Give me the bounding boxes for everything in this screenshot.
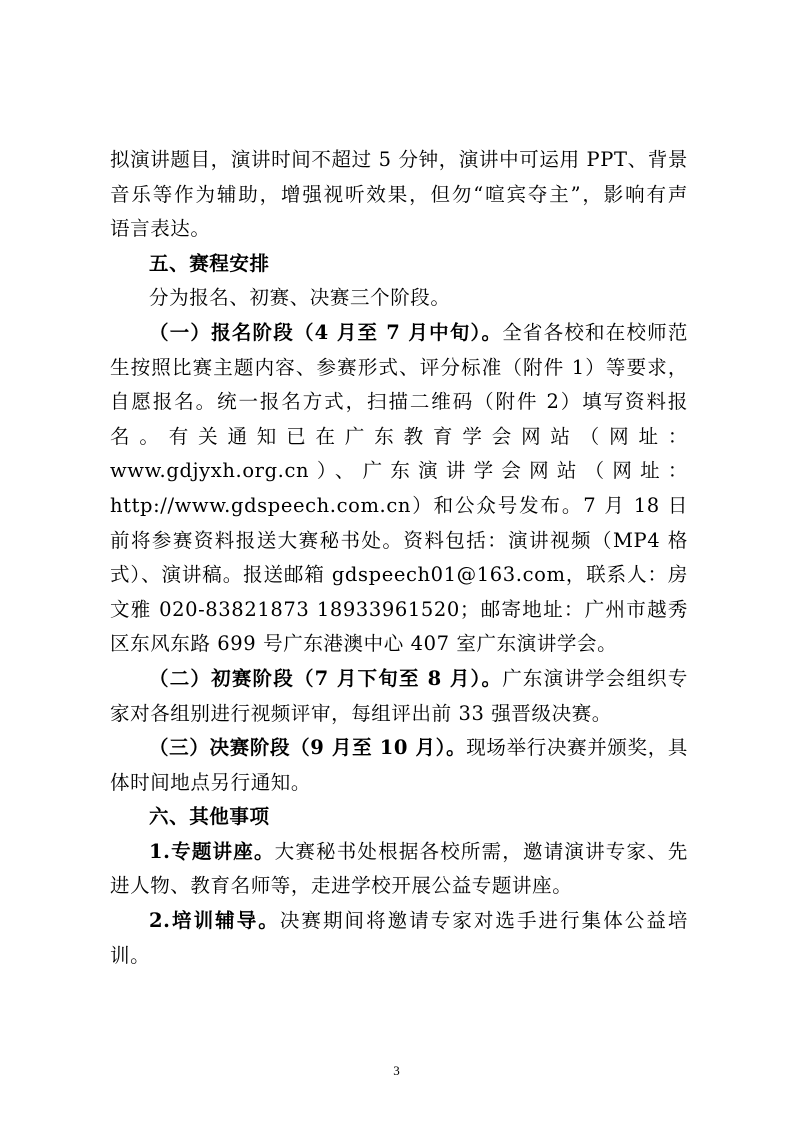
item-lecture-title: 1.专题讲座。	[149, 839, 275, 863]
stage-preliminary-text: 广东演讲学会组织专家对各组别进行视频评审，每组评出前 33 强晋级决赛。	[110, 666, 688, 725]
item-lecture-text: 大赛秘书处根据各校所需，邀请演讲专家、先进人物、教育名师等，走进学校开展公益专题讲座。	[110, 839, 688, 898]
paragraph-continued-line-3: 语言表达。	[110, 217, 211, 241]
stage-final-title: （三）决赛阶段（9 月至 10 月）。	[149, 736, 467, 760]
section-heading-schedule: 五、赛程安排	[149, 251, 270, 275]
item-training-title: 2.培训辅导。	[149, 909, 280, 933]
section-heading-other: 六、其他事项	[149, 805, 270, 829]
item-training-text: 决赛期间将邀请专家对选手进行集体公益培训。	[110, 909, 689, 967]
stage-preliminary-title: （二）初赛阶段（7 月下旬至 8 月）。	[149, 666, 503, 690]
paragraph-continued-line-2: 音乐等作为辅助，增强视听效果，但勿“喧宾夺主”，影响有声	[110, 182, 688, 206]
item-lecture-paragraph	[110, 835, 688, 904]
stages-intro: 分为报名、初赛、决赛三个阶段。	[149, 286, 451, 310]
stage-registration-title: （一）报名阶段（4 月至 7 月中旬）。	[149, 320, 503, 344]
stage-final-text: 现场举行决赛并颁奖，具体时间地点另行通知。	[110, 736, 688, 794]
document-body	[110, 143, 688, 973]
item-training-paragraph	[110, 904, 688, 973]
stage-final-paragraph	[110, 731, 688, 800]
stage-preliminary-paragraph	[110, 662, 688, 731]
page-number: 3	[393, 1063, 400, 1078]
stage-registration-paragraph	[110, 316, 688, 662]
stage-registration-text: 全省各校和在校师范生按照比赛主题内容、参赛形式、评分标准（附件 1）等要求，自愿报名。统一报名方式，扫描二维码（附件 2）填写资料报名。有关通知已在广东教育学会网站（网址：www.gdjyxh.org.cn）、广东演讲学会网站（网址：http://www.gdspeech.com.cn）和公众号发布。7 月 18 日前将参赛资料报送大赛秘书处。资料包括：演讲视频（MP4 格式）、演讲稿。报送邮箱 gdspeech01@163.com，联系人：房文雅 020-83821873 18933961520；邮寄地址：广州市越秀区东风东路 699 号广东港澳中心 407 室广东演讲学会。	[110, 320, 688, 656]
paragraph-continued-line-1: 拟演讲题目，演讲时间不超过 5 分钟，演讲中可运用 PPT、背景	[110, 148, 688, 171]
